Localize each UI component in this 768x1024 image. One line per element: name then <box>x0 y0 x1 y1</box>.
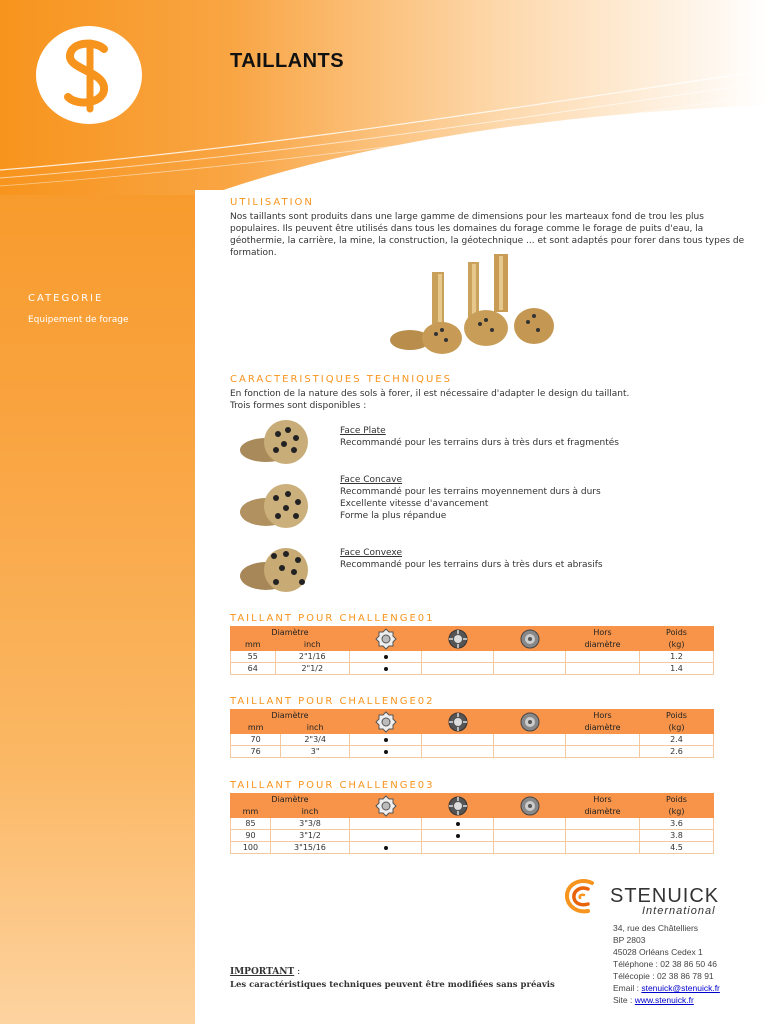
face-concave-photo <box>236 478 318 534</box>
cell-poids: 1.2 <box>640 651 714 663</box>
col-hors-2: diamètre <box>566 722 640 734</box>
col-face-plate <box>350 794 422 818</box>
important-word: IMPORTANT <box>230 967 295 977</box>
cell-convexe <box>494 842 566 854</box>
cell-convexe <box>494 663 566 675</box>
cell-inch: 3"15/16 <box>270 842 349 854</box>
cell-inch: 2"3/4 <box>281 734 350 746</box>
category-heading: CATEGORIE <box>28 293 104 304</box>
cell-hors <box>566 746 640 758</box>
cell-mm: 90 <box>231 830 271 842</box>
col-hors-2: diamètre <box>566 639 640 651</box>
cell-convexe <box>494 651 566 663</box>
face-plate-icon <box>375 711 397 733</box>
dot-marker <box>384 846 388 850</box>
face-concave-desc-2: Excellente vitesse d'avancement <box>340 499 489 509</box>
face-convexe-icon <box>519 711 541 733</box>
cell-concave <box>422 842 494 854</box>
col-inch: inch <box>270 806 349 818</box>
table-row <box>231 830 714 842</box>
cell-inch: 3"1/2 <box>270 830 349 842</box>
spec-table <box>230 709 714 758</box>
col-hors-2: diamètre <box>566 806 640 818</box>
face-concave-desc-1: Recommandé pour les terrains moyennement durs à durs <box>340 487 601 497</box>
col-face-convexe <box>494 794 566 818</box>
important-label <box>230 967 300 977</box>
col-kg: (kg) <box>640 639 714 651</box>
col-hors: Hors <box>566 710 640 722</box>
table-row <box>231 734 714 746</box>
table-title: TAILLANT POUR CHALLENGE02 <box>230 696 435 707</box>
cell-poids: 4.5 <box>640 842 714 854</box>
face-plate-icon <box>375 628 397 650</box>
table-row <box>231 818 714 830</box>
col-face-concave <box>422 794 494 818</box>
email-link[interactable]: stenuick@stenuick.fr <box>641 983 720 993</box>
table-row <box>231 842 714 854</box>
col-inch: inch <box>281 722 350 734</box>
drill-bits-photo <box>388 252 560 362</box>
fax-line: Télécopie : 02 38 86 78 91 <box>613 971 714 981</box>
cell-inch: 3"3/8 <box>270 818 349 830</box>
cell-poids: 3.8 <box>640 830 714 842</box>
cell-mm: 100 <box>231 842 271 854</box>
cell-inch: 3" <box>281 746 350 758</box>
dot-marker <box>384 667 388 671</box>
usage-title: UTILISATION <box>230 197 314 208</box>
site-label: Site : <box>613 995 635 1005</box>
cell-mm: 70 <box>231 734 281 746</box>
brand-subtitle: International <box>642 905 716 917</box>
col-hors: Hors <box>566 627 640 639</box>
face-concave-icon <box>447 711 469 733</box>
col-diametre: Diamètre <box>231 627 350 639</box>
phone-line: Téléphone : 02 38 86 50 46 <box>613 959 717 969</box>
specs-title: CARACTERISTIQUES TECHNIQUES <box>230 374 452 385</box>
cell-hors <box>566 842 640 854</box>
col-mm: mm <box>231 722 281 734</box>
col-inch: inch <box>275 639 349 651</box>
cell-convexe <box>494 830 566 842</box>
cell-hors <box>566 830 640 842</box>
dot-marker <box>384 750 388 754</box>
cell-convexe <box>494 746 566 758</box>
cell-plate <box>350 830 422 842</box>
usage-line: Nos taillants sont produits dans une large gamme de dimensions pour les marteaux fond de trou les plus <box>230 212 704 222</box>
face-plate-photo <box>236 416 318 472</box>
category-value: Equipement de forage <box>28 315 129 325</box>
cell-concave <box>422 734 494 746</box>
col-mm: mm <box>231 639 276 651</box>
col-hors: Hors <box>566 794 640 806</box>
specs-intro-2: Trois formes sont disponibles : <box>230 401 367 411</box>
cell-mm: 55 <box>231 651 276 663</box>
cell-plate <box>350 818 422 830</box>
logo <box>36 26 142 124</box>
cell-concave <box>422 651 494 663</box>
face-concave-icon <box>447 628 469 650</box>
face-convexe-photo <box>236 542 318 598</box>
cell-inch: 2"1/2 <box>275 663 349 675</box>
dot-marker <box>456 834 460 838</box>
usage-line: géothermie, la carrière, la mine, la construction, la géotechnique ... et sont adaptés pour forer dans tous types de <box>230 236 745 246</box>
cell-mm: 76 <box>231 746 281 758</box>
usage-line: populaires. Ils peuvent être utilisés dans tous les domaines du forage comme le forage de puits d'eau, la <box>230 224 704 234</box>
col-face-concave <box>422 710 494 734</box>
cell-plate <box>350 651 422 663</box>
cell-plate <box>350 663 422 675</box>
table-row <box>231 746 714 758</box>
face-concave-name: Face Concave <box>340 475 403 485</box>
table-row <box>231 663 714 675</box>
col-poids: Poids <box>640 710 714 722</box>
cell-hors <box>566 818 640 830</box>
cell-plate <box>350 746 422 758</box>
col-kg: (kg) <box>640 722 714 734</box>
cell-concave <box>422 830 494 842</box>
face-convexe-name: Face Convexe <box>340 548 402 558</box>
table-title: TAILLANT POUR CHALLENGE01 <box>230 613 435 624</box>
cell-hors <box>566 651 640 663</box>
important-colon: : <box>294 967 301 977</box>
cell-hors <box>566 663 640 675</box>
col-face-plate <box>350 627 422 651</box>
col-face-plate <box>350 710 422 734</box>
email-label: Email : <box>613 983 642 993</box>
cell-concave <box>422 818 494 830</box>
col-diametre: Diamètre <box>231 794 350 806</box>
cell-poids: 1.4 <box>640 663 714 675</box>
col-poids: Poids <box>640 627 714 639</box>
important-text: Les caractéristiques techniques peuvent être modifiées sans préavis <box>230 980 555 990</box>
cell-inch: 2"1/16 <box>275 651 349 663</box>
col-mm: mm <box>231 806 271 818</box>
cell-hors <box>566 734 640 746</box>
face-convexe-desc: Recommandé pour les terrains durs à très durs et abrasifs <box>340 560 603 570</box>
address-line: 45028 Orléans Cedex 1 <box>613 947 703 957</box>
cell-poids: 3.6 <box>640 818 714 830</box>
face-convexe-icon <box>519 628 541 650</box>
table-row <box>231 651 714 663</box>
dollar-logo-icon <box>54 35 124 115</box>
face-plate-name: Face Plate <box>340 426 386 436</box>
cell-concave <box>422 746 494 758</box>
spec-table <box>230 793 714 854</box>
brand-name: STENUICK <box>610 885 720 907</box>
cell-poids: 2.4 <box>640 734 714 746</box>
face-concave-icon <box>447 795 469 817</box>
site-line <box>613 995 694 1006</box>
dot-marker <box>456 822 460 826</box>
stenuick-logo-icon <box>562 877 602 917</box>
cell-plate <box>350 842 422 854</box>
dot-marker <box>384 655 388 659</box>
col-kg: (kg) <box>640 806 714 818</box>
face-plate-icon <box>375 795 397 817</box>
usage-line: formation. <box>230 248 277 258</box>
specs-intro-1: En fonction de la nature des sols à forer, il est nécessaire d'adapter le design du taillant. <box>230 389 630 399</box>
col-diametre: Diamètre <box>231 710 350 722</box>
site-link[interactable]: www.stenuick.fr <box>634 995 694 1005</box>
table-title: TAILLANT POUR CHALLENGE03 <box>230 780 435 791</box>
email-line <box>613 983 720 994</box>
face-convexe-icon <box>519 795 541 817</box>
cell-convexe <box>494 818 566 830</box>
cell-mm: 64 <box>231 663 276 675</box>
address-line: BP 2803 <box>613 935 646 945</box>
cell-concave <box>422 663 494 675</box>
col-face-convexe <box>494 627 566 651</box>
dot-marker <box>384 738 388 742</box>
address-line: 34, rue des Châtelliers <box>613 923 699 933</box>
spec-table <box>230 626 714 675</box>
page-title: TAILLANTS <box>230 50 345 72</box>
face-concave-desc-3: Forme la plus répandue <box>340 511 447 521</box>
cell-mm: 85 <box>231 818 271 830</box>
col-face-concave <box>422 627 494 651</box>
face-plate-desc: Recommandé pour les terrains durs à très durs et fragmentés <box>340 438 619 448</box>
cell-poids: 2.6 <box>640 746 714 758</box>
cell-convexe <box>494 734 566 746</box>
cell-plate <box>350 734 422 746</box>
col-poids: Poids <box>640 794 714 806</box>
col-face-convexe <box>494 710 566 734</box>
